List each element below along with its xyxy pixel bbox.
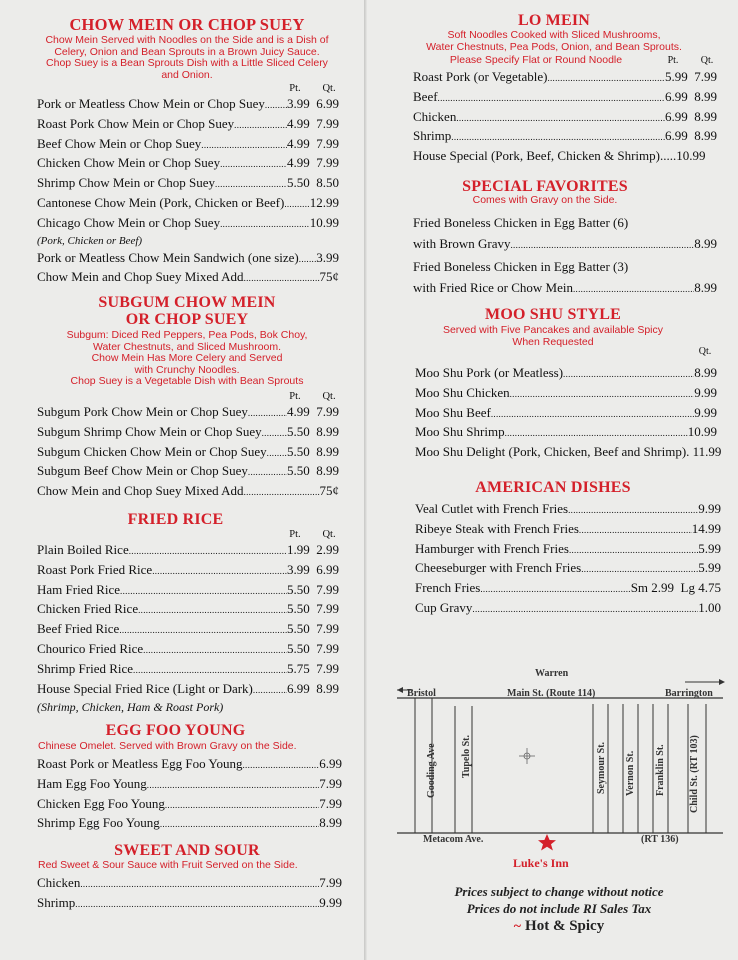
pint-label: Pt. [289, 83, 301, 94]
menu-item: Pork or Meatless Chow Mein or Chop Suey ..... 3.99 6.99 [37, 95, 339, 115]
subgum-description [28, 330, 346, 388]
menu-item: Subgum Pork Chow Mein or Chop Suey ..... 4.99 7.99 [37, 403, 339, 423]
pint-label: Pt. [289, 529, 301, 540]
menu-item: Veal Cutlet with French Fries ..... 9.99 [415, 500, 721, 520]
menu-item: Chicken ..... 6.99 8.99 [413, 108, 717, 128]
menu-item: Chow Mein and Chop Suey Mixed Add ..... 75¢ [37, 482, 339, 502]
lo-mein-noodle-note: Please Specify Flat or Round Noodle [449, 54, 623, 66]
desc-line: Served with Five Pancakes and available Spicy [442, 324, 664, 336]
desc-line: Soft Noodles Cooked with Sliced Mushrooms, [447, 29, 661, 41]
pint-label: Pt. [667, 55, 679, 66]
menu-item: Roast Pork or Meatless Egg Foo Young ..... 6.99 [37, 755, 342, 775]
menu-item: Chicken ..... 7.99 [37, 874, 342, 894]
menu-item: Plain Boiled Rice ..... 1.99 2.99 [37, 541, 339, 561]
menu-item: Hamburger with French Fries ..... 5.99 [415, 540, 721, 560]
menu-item: Cantonese Chow Mein (Pork, Chicken or Beef) ..... 12.99 [37, 194, 339, 214]
desc-line: and Onion. [161, 68, 213, 81]
sweet-sour-list [37, 874, 342, 914]
menu-item: Moo Shu Delight (Pork, Chicken, Beef and Shrimp). 11.99 [415, 444, 722, 460]
desc-line: Water Chestnuts, Pea Pods, Onion, and Bean Sprouts. [426, 40, 682, 53]
menu-item: Moo Shu Beef ..... 9.99 [415, 404, 717, 424]
subgum-section [28, 294, 346, 388]
price-notice: Prices subject to change without notice [454, 884, 664, 899]
hot-spicy-legend [380, 918, 738, 935]
moo-shu-description [388, 325, 718, 348]
menu-item: Shrimp ..... 6.99 8.99 [413, 127, 717, 147]
menu-item: House Special (Pork, Beef, Chicken & Shrimp).....10.99 [413, 148, 706, 164]
sweet-sour-description: Red Sweet & Sour Sauce with Fruit Served on the Side. [38, 859, 298, 871]
menu-item: Shrimp Fried Rice ..... 5.75 7.99 [37, 660, 339, 680]
menu-item: Roast Pork (or Vegetable) ..... 5.99 7.99 [413, 68, 717, 88]
american-dishes-heading: AMERICAN DISHES [475, 479, 631, 496]
moo-shu-size-header [690, 345, 720, 358]
menu-item-line: Fried Boneless Chicken in Egg Batter (6) [413, 215, 629, 230]
menu-item: Chicken Egg Foo Young ..... 7.99 [37, 795, 342, 815]
map-label-vernon: Vernon St. [625, 750, 636, 796]
lo-mein-section [380, 12, 728, 53]
fried-rice-list [37, 541, 339, 715]
chow-mein-section [28, 16, 346, 81]
lo-mein-list [413, 68, 717, 166]
menu-item: Subgum Shrimp Chow Mein or Chop Suey ..... 5.50 8.99 [37, 423, 339, 443]
menu-item: Roast Pork Fried Rice ..... 3.99 6.99 [37, 561, 339, 581]
menu-item: Shrimp ..... 9.99 [37, 894, 342, 914]
lo-mein-heading: LO MEIN [517, 12, 591, 29]
chow-mein-description [28, 35, 346, 81]
menu-item: with Brown Gravy ..... 8.99 [413, 233, 717, 256]
menu-item: House Special Fried Rice (Light or Dark) ..... 6.99 8.99 [37, 680, 339, 700]
special-favorites-description: Comes with Gravy on the Side. [472, 194, 618, 206]
pepper-icon: ~ [513, 919, 522, 934]
tax-notice: Prices do not include RI Sales Tax [466, 901, 652, 916]
menu-item: Moo Shu Pork (or Meatless) ..... 8.99 [415, 364, 717, 384]
egg-foo-young-heading: EGG FOO YOUNG [105, 722, 246, 739]
menu-item: Ham Egg Foo Young ..... 7.99 [37, 775, 342, 795]
location-map [395, 668, 727, 876]
chow-mein-size-header [260, 82, 346, 95]
fried-rice-heading: FRIED RICE [127, 511, 224, 528]
sweet-sour-heading: SWEET AND SOUR [114, 842, 260, 859]
quart-label: Qt. [698, 346, 712, 357]
menu-fold [364, 0, 368, 960]
map-label-barrington: Barrington [665, 688, 713, 699]
chow-mein-heading: CHOW MEIN OR CHOP SUEY [69, 15, 305, 34]
map-label-tupelo: Tupelo St. [461, 735, 472, 778]
map-label-child-st: Child St. (RT 103) [689, 735, 700, 813]
menu-item: Beef ..... 6.99 8.99 [413, 88, 717, 108]
moo-shu-section [388, 306, 718, 348]
egg-foo-young-description: Chinese Omelet. Served with Brown Gravy on the Side. [38, 740, 297, 752]
egg-foo-young-section [28, 722, 323, 739]
map-label-seymour: Seymour St. [596, 741, 607, 794]
menu-item: Beef Fried Rice ..... 5.50 7.99 [37, 620, 339, 640]
egg-foo-young-list [37, 755, 342, 834]
pint-label: Pt. [289, 391, 301, 402]
special-favorites-section [395, 178, 695, 207]
menu-note: (Pork, Chicken or Beef) [37, 234, 143, 247]
map-label-warren: Warren [535, 668, 569, 679]
desc-line: Water Chestnuts, and Sliced Mushroom. [92, 340, 282, 353]
desc-line: Chop Suey is a Bean Sprouts Dish with a Little Sliced Celery [46, 57, 328, 69]
map-label-rt136: (RT 136) [641, 834, 679, 845]
desc-line: Chop Suey is a Vegetable Dish with Bean Sprouts [70, 375, 304, 387]
chow-mein-list [37, 95, 339, 288]
lo-mein-size-header [652, 54, 724, 67]
desc-line: Celery, Onion and Bean Sprouts in a Brown Juicy Sauce. [54, 45, 320, 58]
menu-item: Beef Chow Mein or Chop Suey ..... 4.99 7.99 [37, 135, 339, 155]
quart-label: Qt. [700, 55, 714, 66]
subgum-list [37, 403, 339, 502]
moo-shu-list [415, 364, 722, 462]
map-label-lukes-inn: Luke's Inn [513, 856, 569, 870]
map-label-bristol: Bristol [407, 688, 436, 699]
menu-item: Chow Mein and Chop Suey Mixed Add ..... 75¢ [37, 268, 339, 288]
menu-item: French Fries ..... Sm 2.99 Lg 4.75 [415, 579, 721, 599]
desc-line: Subgum: Diced Red Peppers, Pea Pods, Bok Choy, [66, 329, 308, 341]
american-dishes-list [415, 500, 721, 619]
desc-line: When Requested [512, 335, 594, 348]
quart-label: Qt. [322, 391, 336, 402]
menu-item: with Fried Rice or Chow Mein ..... 8.99 [413, 277, 717, 300]
hot-spicy-label: Hot & Spicy [525, 918, 605, 934]
desc-line: Chow Mein Served with Noodles on the Side and is a Dish of [45, 34, 329, 46]
moo-shu-heading: MOO SHU STYLE [485, 306, 621, 323]
menu-item-line: Fried Boneless Chicken in Egg Batter (3) [413, 259, 629, 274]
map-label-metacom: Metacom Ave. [423, 834, 484, 845]
map-label-franklin: Franklin St. [655, 744, 666, 796]
menu-item: Subgum Beef Chow Mein or Chop Suey ..... 5.50 8.99 [37, 462, 339, 482]
menu-item: Pork or Meatless Chow Mein Sandwich (one size) ..... 3.99 [37, 249, 339, 269]
menu-item: Chicago Chow Mein or Chop Suey ..... 10.99 [37, 214, 339, 234]
quart-label: Qt. [322, 83, 336, 94]
menu-item: Subgum Chicken Chow Mein or Chop Suey ..... 5.50 8.99 [37, 443, 339, 463]
fried-rice-size-header [260, 528, 346, 541]
special-favorites-list [413, 212, 717, 300]
menu-item: Moo Shu Chicken ..... 9.99 [415, 384, 717, 404]
map-label-gooding: Gooding Ave [426, 743, 437, 798]
map-label-main-st: Main St. (Route 114) [507, 688, 596, 699]
menu-item: Cup Gravy ..... 1.00 [415, 599, 721, 619]
menu-item: Shrimp Egg Foo Young ..... 8.99 [37, 814, 342, 834]
quart-label: Qt. [322, 529, 336, 540]
menu-item: Moo Shu Shrimp ..... 10.99 [415, 423, 717, 443]
menu-item: Shrimp Chow Mein or Chop Suey ..... 5.50 8.50 [37, 174, 339, 194]
special-favorites-heading: SPECIAL FAVORITES [462, 178, 628, 195]
lo-mein-description [380, 30, 728, 53]
menu-note: (Shrimp, Chicken, Ham & Roast Pork) [37, 700, 224, 715]
menu-item: Ribeye Steak with French Fries ..... 14.99 [415, 520, 721, 540]
menu-item: Cheeseburger with French Fries ..... 5.99 [415, 559, 721, 579]
subgum-heading-line1: SUBGUM CHOW MEIN [98, 294, 276, 311]
subgum-size-header [260, 390, 346, 403]
menu-item: Roast Pork Chow Mein or Chop Suey ..... 4.99 7.99 [37, 115, 339, 135]
desc-line: with Crunchy Noodles. [134, 363, 240, 376]
menu-item: Chicken Fried Rice ..... 5.50 7.99 [37, 600, 339, 620]
menu-item: Chicken Chow Mein or Chop Suey ..... 4.99 7.99 [37, 154, 339, 174]
desc-line: Chow Mein Has More Celery and Served [91, 352, 283, 364]
menu-item: Ham Fried Rice ..... 5.50 7.99 [37, 581, 339, 601]
menu-item: Chourico Fried Rice ..... 5.50 7.99 [37, 640, 339, 660]
subgum-heading-line2: OR CHOP SUEY [125, 311, 249, 328]
